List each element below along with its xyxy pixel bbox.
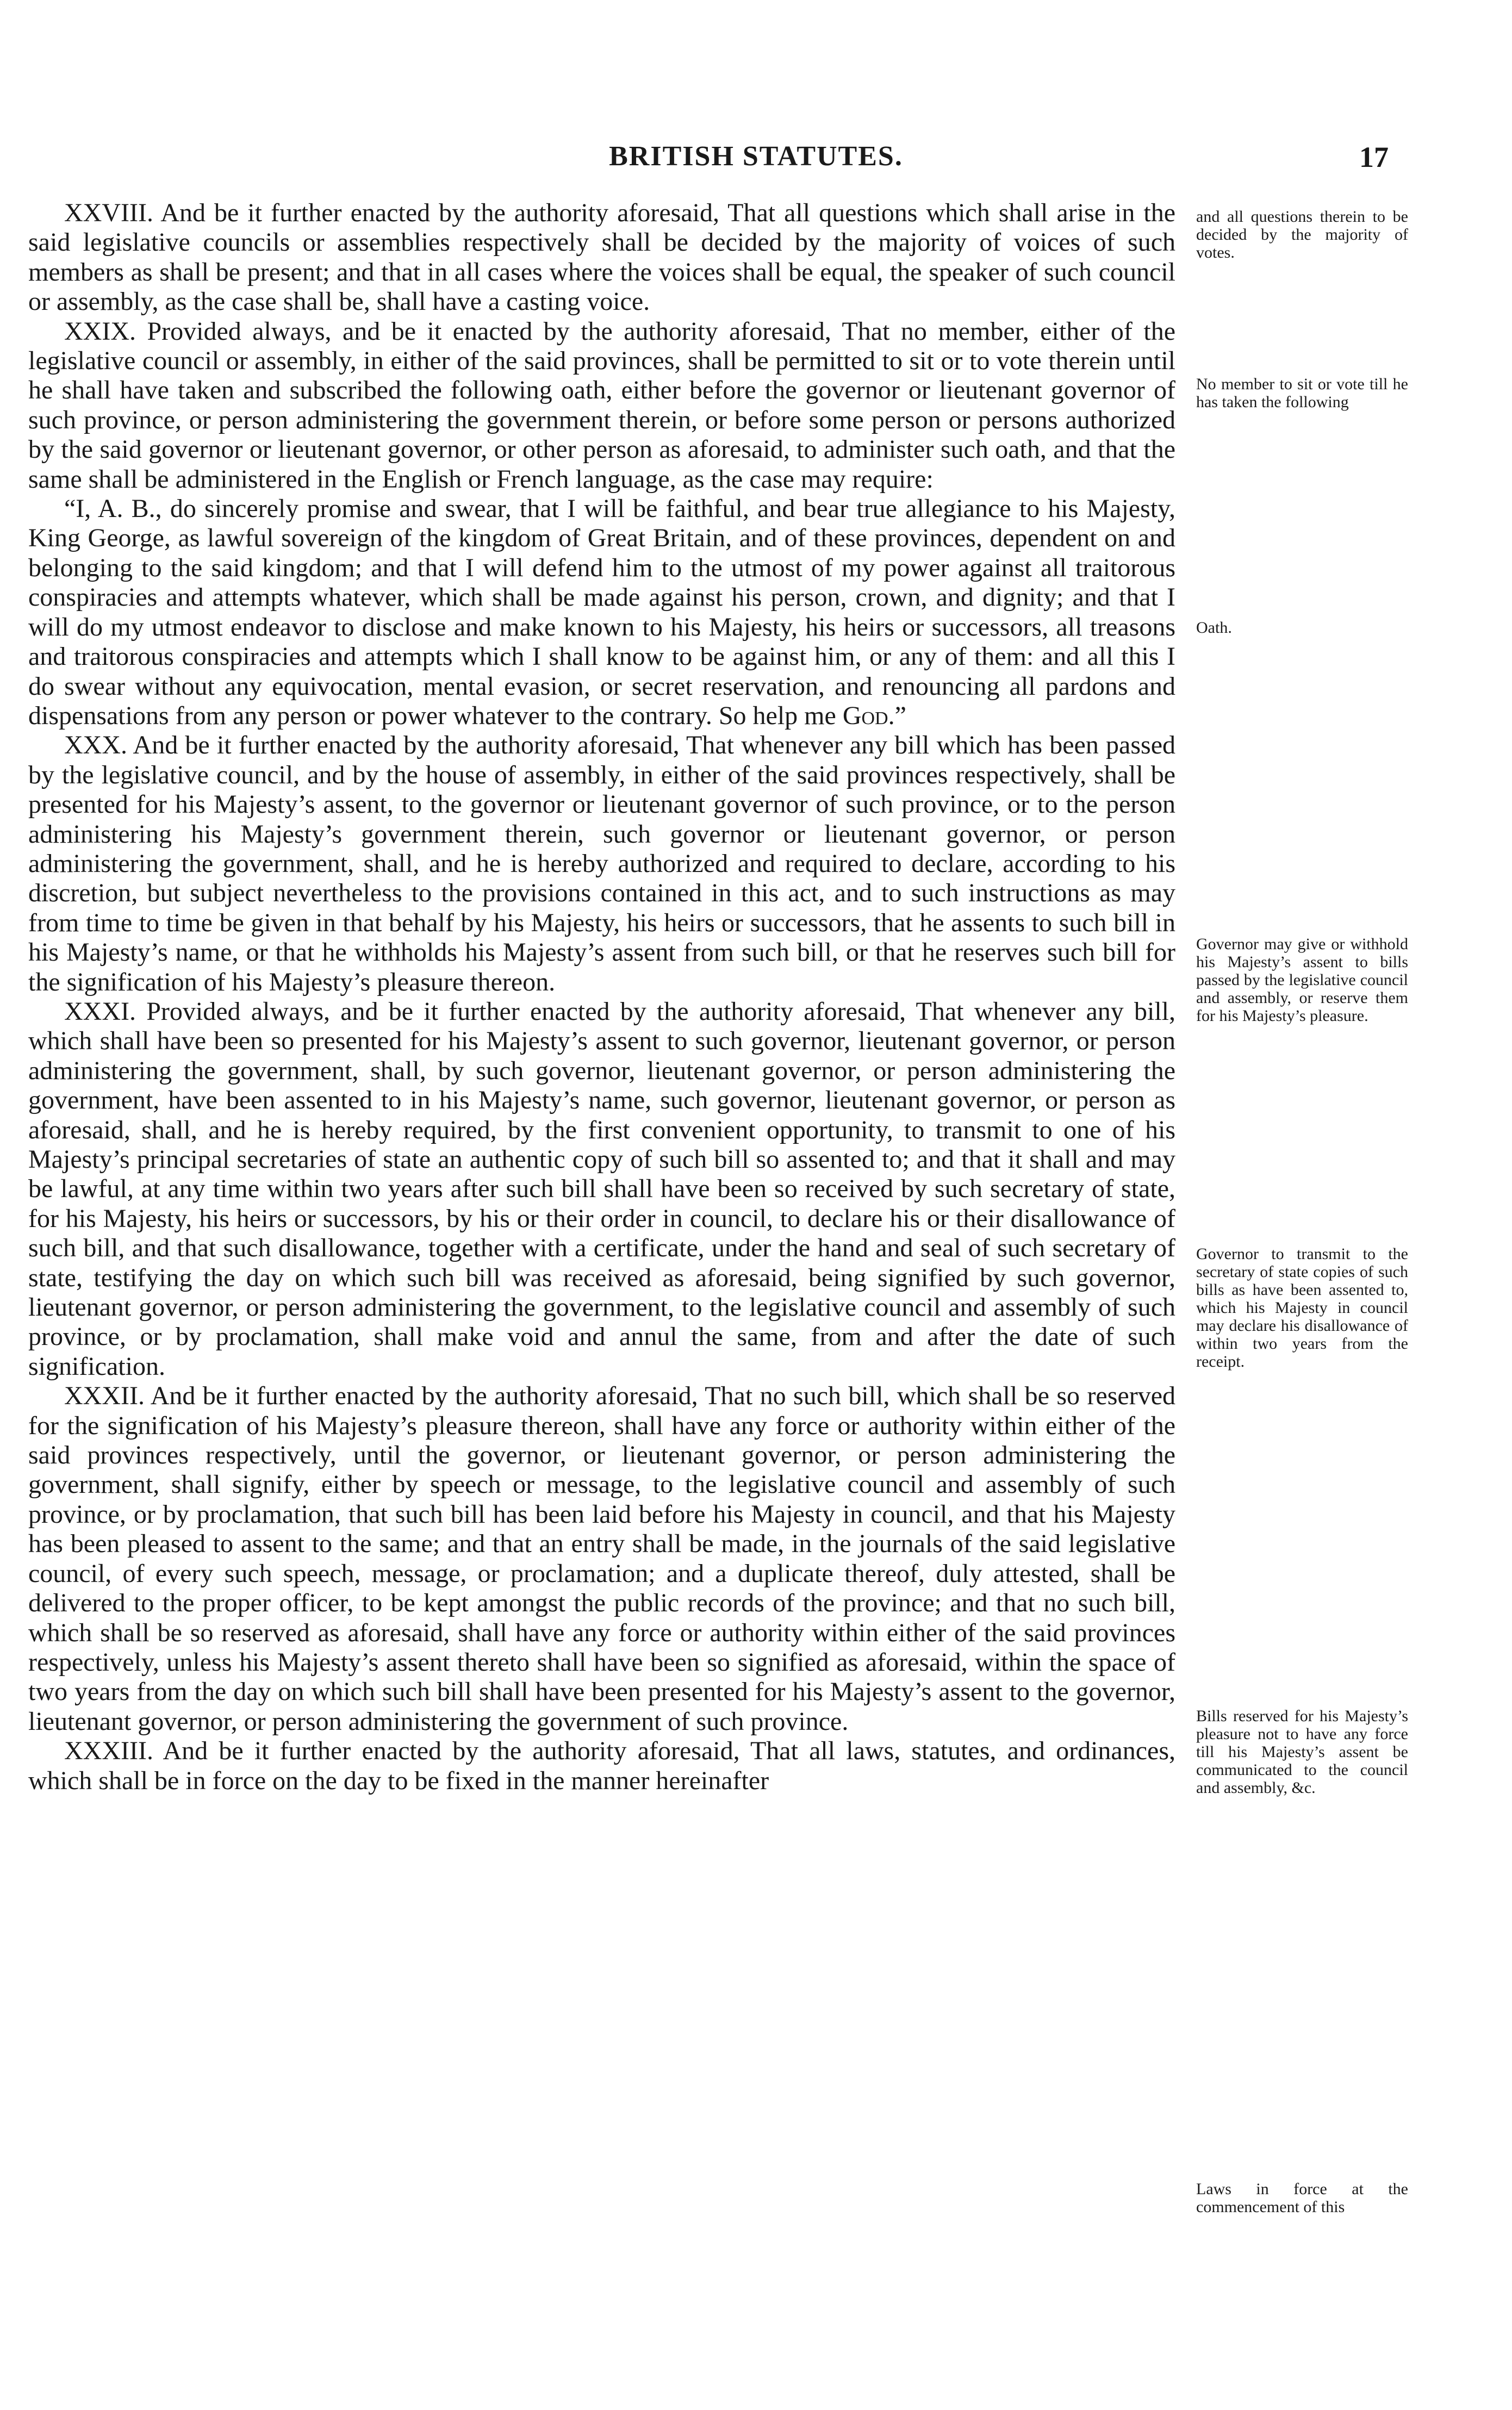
section-xxix: XXIX. Provided always, and be it enacted by the authority aforesaid, That no member, either of the legislative council or assembly, in either of the said provinces, shall be permitted to sit or to vote therein until he shall have taken and subscribed the following oath, either before the governor or lieutenant governor of such province, or person administering the government therein, or before some person or persons authorized by the said governor or lieutenant governor, or other person as aforesaid, to administer such oath, and that the same shall be administered in the English or French language, as the case may require: — [28, 316, 1175, 494]
marginal-note-xxix: No member to sit or vote till he has taken the following — [1196, 375, 1408, 411]
section-xxxi: XXXI. Provided always, and be it further enacted by the authority aforesaid, That whenever any bill, which shall have been so presented for his Majesty’s assent to such governor, lieutenant governor, or person administering the government, shall, by such governor, lieutenant governor, or person administering the government, have been assented to in his Majesty’s name, such governor, lieutenant governor, or person as aforesaid, shall, and he is hereby required, by the first convenient opportunity, to transmit to one of his Majesty’s principal secretaries of state an authentic copy of such bill so assented to; and that it shall and may be lawful, at any time within two years after such bill shall have been so received by such secretary of state, for his Majesty, his heirs or successors, by his or their order in council, to declare his or their disallowance of such bill, and that such disallowance, together with a certificate, under the hand and seal of such secretary of state, testifying the day on which such bill was received as aforesaid, being signified by such governor, lieutenant governor, or person administering the government, to the legislative council and assembly of such province, or by proclamation, shall make void and annul the same, from and after the date of such signification. — [28, 997, 1175, 1381]
marginal-note-xxxiii: Laws in force at the commencement of this — [1196, 2180, 1408, 2216]
marginal-note-xxxii: Bills reserved for his Majesty’s pleasure not to have any force till his Majesty’s assent be communicated to the council and assembly, &c. — [1196, 1707, 1408, 1797]
oath-body: “I, A. B., do sincerely promise and swear, that I will be faithful, and bear true allegiance to his Majesty, King George, as lawful sovereign of the kingdom of Great Britain, and of these provinces, dependent on and belonging to the said kingdom; and that I will defend him to the utmost of my power against all traitorous conspiracies and attempts whatever, which shall be made against his person, crown, and dignity; and that I will do my utmost endeavor to disclose and make known to his Majesty, his heirs or successors, all treasons and traitorous conspiracies and attempts which I shall know to be against him, or any of them: and all this I do swear without any equivocation, mental evasion, or secret reservation, and renouncing all pardons and dispensations from any person or power whatever to the contrary. So help me — [28, 494, 1175, 730]
running-title: BRITISH STATUTES. — [609, 141, 903, 172]
main-text-column — [28, 198, 1175, 1796]
section-xxxiii: XXXIII. And be it further enacted by the authority aforesaid, That all laws, statutes, and ordinances, which shall be in force on the day to be fixed in the manner hereinafter — [28, 1736, 1175, 1795]
marginal-note-oath: Oath. — [1196, 619, 1232, 637]
oath-closing-word: God. — [842, 701, 895, 730]
oath-closing-quote: ” — [894, 701, 906, 730]
page-number: 17 — [1359, 141, 1389, 173]
oath-text — [28, 494, 1175, 731]
section-xxx: XXX. And be it further enacted by the authority aforesaid, That whenever any bill which has been passed by the legislative council, and by the house of assembly, in either of the said provinces respectively, shall be presented for his Majesty’s assent, to the governor or lieutenant governor of such province, or to the person administering his Majesty’s government therein, such governor or lieutenant governor, or person administering the government, shall, and he is hereby authorized and required to declare, according to his discretion, but subject nevertheless to the provisions contained in this act, and to such instructions as may from time to time be given in that behalf by his Majesty, his heirs or successors, that he assents to such bill in his Majesty’s name, or that he withholds his Majesty’s assent from such bill, or that he reserves such bill for the signification of his Majesty’s pleasure thereon. — [28, 731, 1175, 997]
marginal-note-xxviii: and all questions therein to be decided by the majority of votes. — [1196, 208, 1408, 261]
marginal-note-xxxi: Governor to transmit to the secretary of state copies of such bills as have been assented to, which his Majesty in council may declare his disallowance of within two years from the receipt. — [1196, 1245, 1408, 1371]
marginal-note-xxx: Governor may give or withhold his Majesty’s assent to bills passed by the legislative council and assembly, or reserve them for his Majesty’s pleasure. — [1196, 935, 1408, 1025]
section-xxviii: XXVIII. And be it further enacted by the authority aforesaid, That all questions which shall arise in the said legislative councils or assemblies respectively shall be decided by the majority of voices of such members as shall be present; and that in all cases where the voices shall be equal, the speaker of such council or assembly, as the case shall be, shall have a casting voice. — [28, 198, 1175, 316]
section-xxxii: XXXII. And be it further enacted by the authority aforesaid, That no such bill, which shall be so reserved for the signification of his Majesty’s pleasure thereon, shall have any force or authority within either of the said provinces respectively, until the governor, or lieutenant governor, or person administering the government, shall signify, either by speech or message, to the legislative council and assembly of such province, or by proclamation, that such bill has been laid before his Majesty in council, and that his Majesty has been pleased to assent to the same; and that an entry shall be made, in the journals of the said legislative council, of every such speech, message, or proclamation; and a duplicate thereof, duly attested, shall be delivered to the proper officer, to be kept amongst the public records of the province; and that no such bill, which shall be so reserved as aforesaid, shall have any force or authority within either of the said provinces respectively, unless his Majesty’s assent thereto shall have been so signified as aforesaid, within the space of two years from the day on which such bill shall have been presented for his Majesty’s assent to the governor, lieutenant governor, or person administering the government of such province. — [28, 1381, 1175, 1736]
